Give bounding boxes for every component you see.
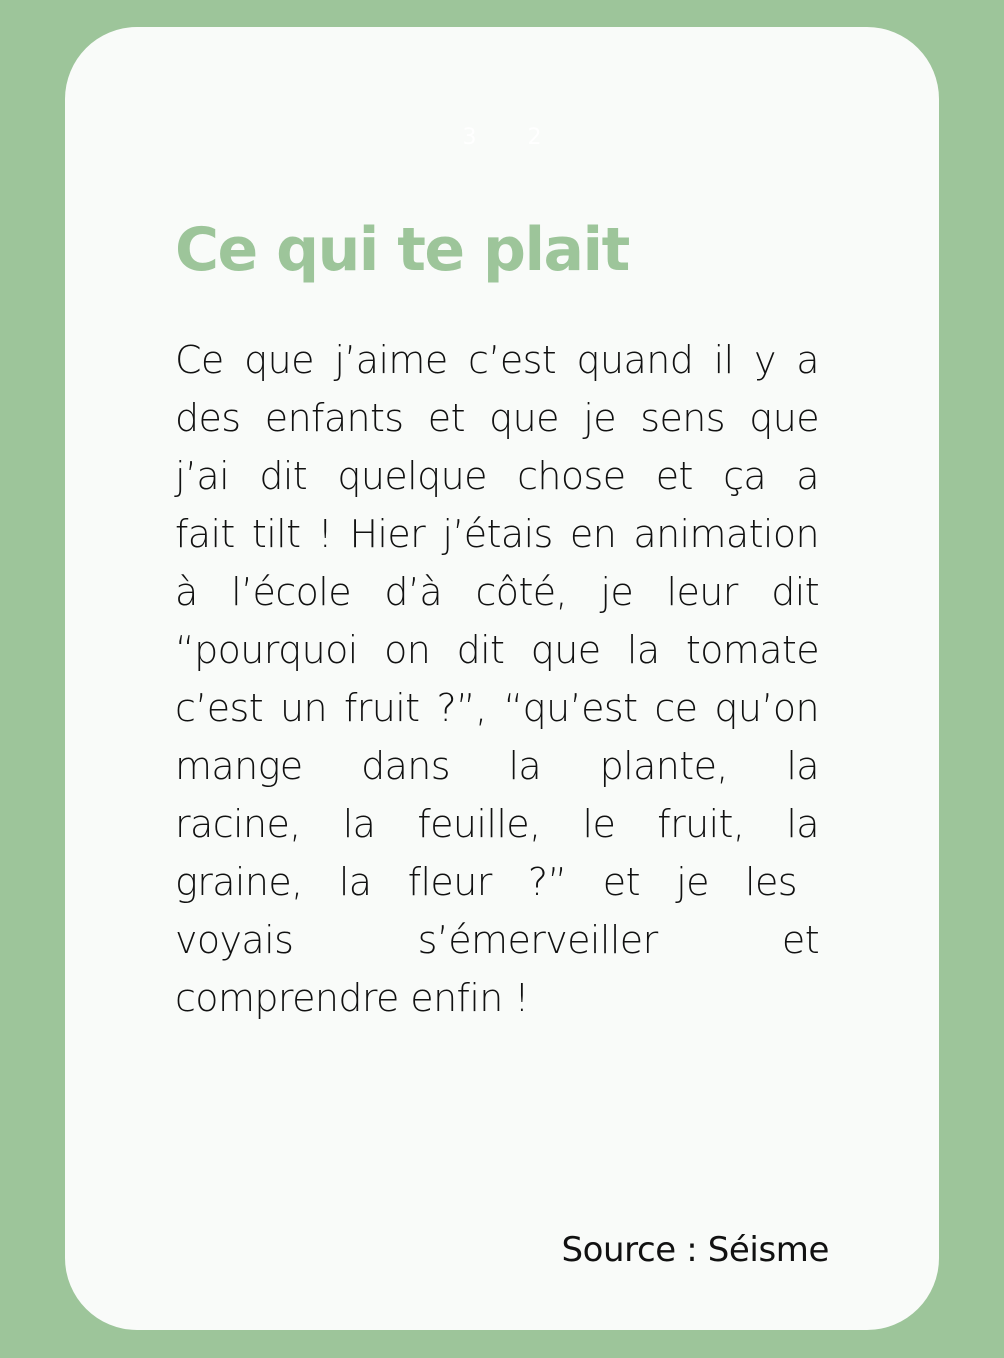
testimony-text (175, 331, 819, 1027)
text-line: j’ai dit quelque chose et ça a (175, 454, 819, 498)
page-number-left: 3 (462, 125, 477, 150)
text-line: fait tilt ! Hier j’étais en animation (175, 512, 819, 556)
page-number-right: 2 (527, 125, 542, 150)
text-line: des enfants et que je sens que (175, 396, 819, 440)
card-title: Ce qui te plait (175, 215, 629, 285)
text-line: c’est un fruit ?”, “qu’est ce qu’on (175, 686, 819, 730)
text-line: mange dans la plante, la (175, 744, 819, 788)
text-line: graine, la fleur ?” et je les (175, 860, 797, 904)
text-line: racine, la feuille, le fruit, la (175, 802, 819, 846)
source-attribution: Source : Séisme (561, 1230, 829, 1270)
page-numbers (65, 125, 939, 150)
text-line: comprendre enfin ! (175, 976, 529, 1020)
text-line: “pourquoi on dit que la tomate (175, 628, 819, 672)
text-line: voyais s’émerveiller et (175, 918, 819, 962)
text-line: à l’école d’à côté, je leur dit (175, 570, 819, 614)
text-line: Ce que j’aime c’est quand il y a (175, 338, 819, 382)
quote-card (65, 27, 939, 1330)
